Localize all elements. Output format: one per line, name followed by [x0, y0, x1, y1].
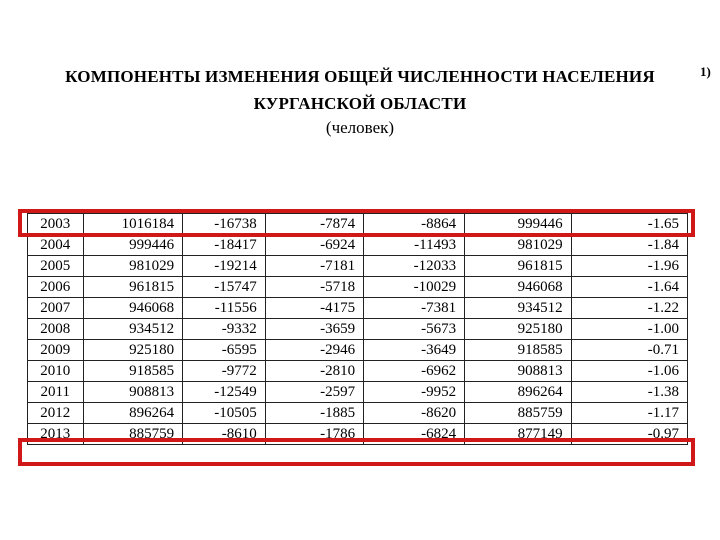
highlight-row-last [18, 438, 695, 466]
value-cell: -1.38 [571, 382, 687, 403]
value-cell: 946068 [83, 298, 183, 319]
value-cell: 896264 [465, 382, 572, 403]
value-cell: -7181 [265, 256, 363, 277]
value-cell: 999446 [83, 235, 183, 256]
value-cell: -19214 [183, 256, 266, 277]
value-cell: -5673 [364, 319, 465, 340]
value-cell: 981029 [465, 235, 572, 256]
value-cell: -0.71 [571, 340, 687, 361]
value-cell: 925180 [465, 319, 572, 340]
value-cell: -10505 [183, 403, 266, 424]
value-cell: -1.06 [571, 361, 687, 382]
value-cell: -5718 [265, 277, 363, 298]
value-cell: -9952 [364, 382, 465, 403]
value-cell: -9772 [183, 361, 266, 382]
table-row [28, 382, 688, 403]
value-cell: -0.97 [571, 424, 687, 445]
value-cell: -3649 [364, 340, 465, 361]
value-cell: -15747 [183, 277, 266, 298]
value-cell: -1786 [265, 424, 363, 445]
value-cell: -9332 [183, 319, 266, 340]
value-cell: 908813 [83, 382, 183, 403]
value-cell: -1.00 [571, 319, 687, 340]
value-cell: -12033 [364, 256, 465, 277]
value-cell: 885759 [465, 403, 572, 424]
value-cell: -3659 [265, 319, 363, 340]
value-cell: -1885 [265, 403, 363, 424]
value-cell: 925180 [83, 340, 183, 361]
table-row [28, 235, 688, 256]
value-cell: 961815 [83, 277, 183, 298]
year-cell: 2008 [28, 319, 84, 340]
value-cell: 999446 [465, 214, 572, 235]
value-cell: -6924 [265, 235, 363, 256]
value-cell: -1.17 [571, 403, 687, 424]
value-cell: -11556 [183, 298, 266, 319]
value-cell: -2597 [265, 382, 363, 403]
value-cell: -1.65 [571, 214, 687, 235]
value-cell: -1.22 [571, 298, 687, 319]
value-cell: 908813 [465, 361, 572, 382]
value-cell: -2946 [265, 340, 363, 361]
value-cell: 918585 [83, 361, 183, 382]
value-cell: -7874 [265, 214, 363, 235]
population-table [27, 213, 688, 445]
value-cell: -8620 [364, 403, 465, 424]
highlight-row-first [18, 209, 695, 237]
value-cell: -6962 [364, 361, 465, 382]
value-cell: 934512 [465, 298, 572, 319]
unit-label: (человек) [325, 118, 395, 137]
footnote-mark: 1) [700, 64, 711, 79]
value-cell: 934512 [83, 319, 183, 340]
year-cell: 2010 [28, 361, 84, 382]
value-cell: -6595 [183, 340, 266, 361]
year-cell: 2007 [28, 298, 84, 319]
year-cell: 2013 [28, 424, 84, 445]
page-subtitle: КУРГАНСКОЙ ОБЛАСТИ [253, 94, 467, 113]
value-cell: -12549 [183, 382, 266, 403]
value-cell: 946068 [465, 277, 572, 298]
table-row [28, 361, 688, 382]
year-cell: 2009 [28, 340, 84, 361]
value-cell: -1.96 [571, 256, 687, 277]
value-cell: 877149 [465, 424, 572, 445]
value-cell: 885759 [83, 424, 183, 445]
value-cell: -8610 [183, 424, 266, 445]
year-cell: 2006 [28, 277, 84, 298]
value-cell: -6824 [364, 424, 465, 445]
value-cell: 981029 [83, 256, 183, 277]
value-cell: 896264 [83, 403, 183, 424]
value-cell: -4175 [265, 298, 363, 319]
page-title: КОМПОНЕНТЫ ИЗМЕНЕНИЯ ОБЩЕЙ ЧИСЛЕННОСТИ НАСЕЛЕНИЯ [65, 67, 655, 86]
table-row [28, 298, 688, 319]
year-cell: 2012 [28, 403, 84, 424]
value-cell: 961815 [465, 256, 572, 277]
year-cell: 2011 [28, 382, 84, 403]
value-cell: -8864 [364, 214, 465, 235]
value-cell: -1.84 [571, 235, 687, 256]
value-cell: 918585 [465, 340, 572, 361]
table-row [28, 403, 688, 424]
table-row [28, 340, 688, 361]
year-cell: 2004 [28, 235, 84, 256]
table-row [28, 256, 688, 277]
value-cell: -1.64 [571, 277, 687, 298]
value-cell: -7381 [364, 298, 465, 319]
year-cell: 2005 [28, 256, 84, 277]
value-cell: -2810 [265, 361, 363, 382]
value-cell: -10029 [364, 277, 465, 298]
table-row [28, 319, 688, 340]
table-row [28, 277, 688, 298]
value-cell: 1016184 [83, 214, 183, 235]
year-cell: 2003 [28, 214, 84, 235]
value-cell: -16738 [183, 214, 266, 235]
value-cell: -18417 [183, 235, 266, 256]
value-cell: -11493 [364, 235, 465, 256]
